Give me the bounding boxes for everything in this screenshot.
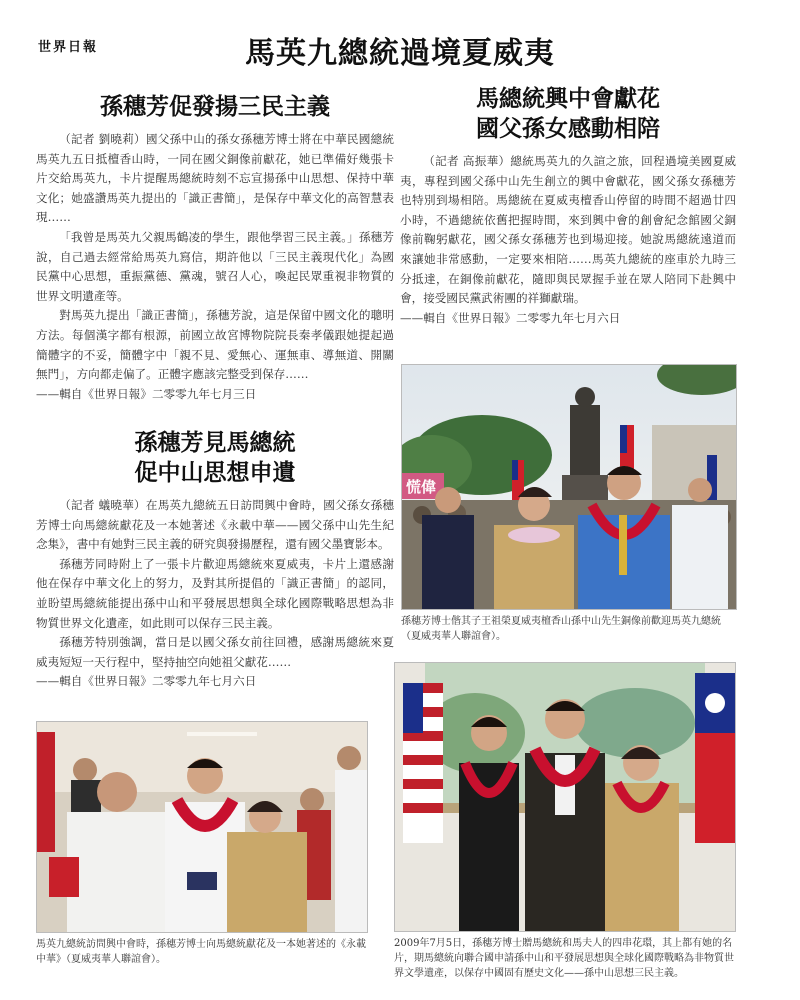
photo-book-presentation-image [37,722,367,932]
photo-book-presentation [36,721,368,933]
article-1-paragraph: 對馬英九提出「識正書簡」，孫穗芳說，這是保留中國文化的聰明方法。每個漢字都有根源，前國立故宮博物院院長秦孝儀跟她提起過簡體字的不妥，簡體字中「親不見、愛無心、運無車、導無道、開關無門」，方向都走偏了。正體字應該完整受到保存…… [36,308,394,382]
article-3 [400,84,736,328]
photo-statue-welcome [401,364,737,610]
photo-book-presentation-caption: 馬英九總統訪問興中會時，孫穗芳博士向馬總統獻花及一本她著述的《永載中華》（夏威夷華人聯誼會）。 [36,939,366,965]
photo-statue-welcome-caption: 孫穗芳博士偕其子王祖榮夏威夷檀香山孫中山先生銅像前歡迎馬英九總統（夏威夷華人聯誼會）。 [401,616,721,642]
article-2-source: ——輯自《世界日報》二零零九年七月六日 [36,674,257,689]
photo-leis-group [394,662,736,932]
article-1 [36,92,394,404]
article-3-paragraph: （記者 高振華）總統馬英九的久諠之旅，回程過境美國夏威夷，專程到國父孫中山先生創立的興中會獻花，國父孫女孫穗芳也特別到場相陪。馬總統在夏威夷檀香山停留的時間不超過廿四小時，不過總統依舊把握時間，來到興中會的創會紀念館國父銅像前鞠躬獻花，國父孫女孫穗芳也到場迎接。她說馬總統遠道而來讓她非常感動，一定要來相陪……馬英九總統的座車於九時三分抵達，在銅像前獻花，隨即與民眾握手並在眾人陪同下赴興中會，接受國民黨武術團的祥獅獻瑞。 [400,154,736,306]
article-1-paragraph: （記者 劉曉莉）國父孫中山的孫女孫穗芳博士將在中華民國總統馬英九五日抵檀香山時，一同在國父銅像前獻花，她已準備好幾張卡片交給馬英九，卡片提醒馬總統時刻不忘宣揚孫中山思想、保持中華文化；她盛讚馬英九提出的「識正書簡」，是保存中華文化的高智慧表現…… [36,132,394,225]
article-2-paragraph: 孫穗芳同時附上了一張卡片歡迎馬總統來夏威夷，卡片上還感謝他在保存中華文化上的努力，及對其所提倡的「識正書簡」的認同，並盼望馬總統能提出孫中山和平發展思想與全球化國際戰略思想為非物質世界文化遺產，如此則可以保存三民主義。 [36,556,394,630]
photo-leis-group-caption: 2009年7月5日，孫穗芳博士贈馬總統和馬夫人的四串花環，其上都有她的名片，期馬總統向聯合國申請孫中山和平發展思想與全球化國際戰略為非物質世界文學遺產，以保存中國固有歷史文化——孫中山思想三民主義。 [394,938,734,979]
article-2-paragraph: （記者 蟻曉華）在馬英九總統五日訪問興中會時，國父孫女孫穗芳博士向馬總統獻花及一本她著述《永載中華——國父孫中山先生紀念集》，書中有她對三民主義的研究與發揚歷程，還有國父墨寶影本。 [36,498,394,552]
article-2-paragraph: 孫穗芳特別強調，當日是以國父孫女前往回禮，感謝馬總統來夏威夷短短一天行程中，堅持抽空向她祖父獻花…… [36,635,394,669]
article-1-source: ——輯自《世界日報》二零零九年七月三日 [36,386,257,401]
page-title: 馬英九總統過境夏威夷 [245,36,555,71]
article-1-headline: 孫穗芳促發揚三民主義 [100,94,330,120]
article-2 [36,428,394,692]
photo-statue-welcome-image [402,365,736,609]
article-2-headline-line-1: 孫穗芳見馬總統 [134,430,296,456]
article-1-paragraph: 「我曾是馬英九父親馬鶴凌的學生，跟他學習三民主義。」孫穗芳說，自己過去經常給馬英九寫信，期許他以「三民主義現代化」為國民黨中心思想，重振黨德、黨魂，號召人心，喚起民眾重視非物質的世界文明遺產等。 [36,229,394,303]
article-3-source: ——輯自《世界日報》二零零九年七月六日 [400,310,621,325]
article-3-headline-line-2: 國父孫女感動相陪 [476,116,660,142]
welcome-sign-text: 慌偉 [406,478,437,496]
photo-leis-group-image [395,663,735,931]
masthead: 世界日報 [38,40,99,55]
article-2-headline-line-2: 促中山思想申遺 [134,460,296,486]
article-3-headline-line-1: 馬總統興中會獻花 [476,86,660,112]
